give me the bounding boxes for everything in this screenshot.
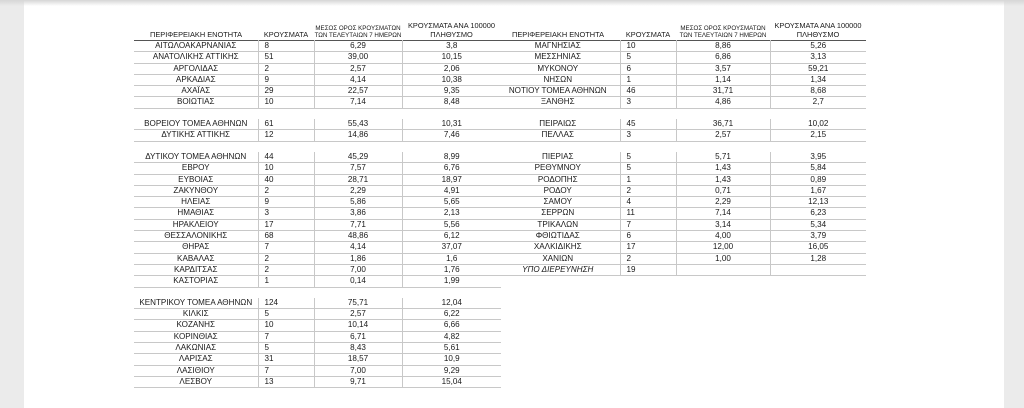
cases-cell: 4 [620,197,676,208]
cases-cell: 5 [620,163,676,174]
avg7-cell: 9,71 [314,376,402,387]
avg7-cell: 48,86 [314,231,402,242]
avg7-cell: 3,86 [314,208,402,219]
per100k-cell: 6,22 [402,309,501,320]
table-row [496,174,866,185]
cases-cell: 12 [258,130,314,141]
region-cell: ΒΟΡΕΙΟΥ ΤΟΜΕΑ ΑΘΗΝΩΝ [134,119,258,130]
region-cell: ΚΟΖΑΝΗΣ [134,320,258,331]
avg7-cell: 1,14 [676,74,770,85]
table-row [496,52,866,63]
table-row [134,174,501,185]
cases-cell: 9 [258,74,314,85]
table-row [496,97,866,108]
avg7-cell [314,287,402,298]
region-cell: ΣΕΡΡΩΝ [496,208,620,219]
table-header-row [496,7,866,41]
avg7-cell: 18,57 [314,354,402,365]
cases-cell: 1 [620,174,676,185]
cases-cell: 1 [620,74,676,85]
cases-table-right [496,7,866,276]
per100k-cell: 10,02 [770,119,866,130]
spacer-row [134,141,501,152]
header-avg7: ΜΕΣΟΣ ΟΡΟΣ ΚΡΟΥΣΜΑΤΩΝ ΤΩΝ ΤΕΛΕΥΤΑΙΩΝ 7 ΗΜΕΡΩΝ [679,24,767,39]
table-row [134,52,501,63]
region-cell: ΔΥΤΙΚΟΥ ΤΟΜΕΑ ΑΘΗΝΩΝ [134,152,258,163]
table-row [134,343,501,354]
region-cell: ΣΑΜΟΥ [496,197,620,208]
per100k-cell: 10,38 [402,74,501,85]
per100k-cell: 12,13 [770,197,866,208]
cases-cell: 5 [620,152,676,163]
cases-cell [258,108,314,119]
per100k-cell: 3,95 [770,152,866,163]
per100k-cell: 3,13 [770,52,866,63]
table-row [134,41,501,52]
avg7-cell: 1,43 [676,163,770,174]
region-cell [496,141,620,152]
avg7-cell: 6,71 [314,331,402,342]
per100k-cell: 59,21 [770,63,866,74]
per100k-cell: 5,34 [770,219,866,230]
table-row [134,208,501,219]
per100k-cell: 16,05 [770,242,866,253]
region-cell: ΠΙΕΡΙΑΣ [496,152,620,163]
per100k-cell: 9,35 [402,86,501,97]
per100k-cell [402,287,501,298]
per100k-cell [770,264,866,275]
avg7-cell: 7,00 [314,264,402,275]
region-cell: ΦΘΙΩΤΙΔΑΣ [496,231,620,242]
avg7-cell: 22,57 [314,86,402,97]
header-cases: ΚΡΟΥΣΜΑΤΑ [625,29,671,39]
per100k-cell: 6,66 [402,320,501,331]
per100k-cell: 18,97 [402,174,501,185]
cases-cell: 5 [258,309,314,320]
region-cell: ΚΑΣΤΟΡΙΑΣ [134,276,258,287]
per100k-cell: 5,84 [770,163,866,174]
region-cell: ΡΟΔΟΥ [496,185,620,196]
per100k-cell: 5,26 [770,41,866,52]
cases-cell: 40 [258,174,314,185]
table-header-row [134,7,501,41]
table-row [134,376,501,387]
region-cell: ΥΠΟ ΔΙΕΡΕΥΝΗΣΗ [496,264,620,275]
per100k-cell: 10,31 [402,119,501,130]
table-row [496,231,866,242]
cases-cell: 6 [620,63,676,74]
region-cell: ΗΜΑΘΙΑΣ [134,208,258,219]
avg7-cell: 31,71 [676,86,770,97]
region-cell: ΑΧΑΪΑΣ [134,86,258,97]
avg7-cell: 4,86 [676,97,770,108]
cases-cell: 19 [620,264,676,275]
table-row [134,74,501,85]
cases-cell [620,108,676,119]
avg7-cell: 7,14 [314,97,402,108]
table-row [134,130,501,141]
per100k-cell: 5,61 [402,343,501,354]
per100k-cell: 8,48 [402,97,501,108]
cases-cell: 10 [620,41,676,52]
avg7-cell [676,108,770,119]
per100k-cell: 6,76 [402,163,501,174]
region-cell: ΛΑΣΙΘΙΟΥ [134,365,258,376]
avg7-cell: 0,14 [314,276,402,287]
table-row [134,253,501,264]
cases-cell: 31 [258,354,314,365]
region-cell: ΖΑΚΥΝΘΟΥ [134,185,258,196]
per100k-cell: 4,82 [402,331,501,342]
spacer-row [496,141,866,152]
avg7-cell: 4,00 [676,231,770,242]
table-body-right [496,41,866,276]
avg7-cell: 1,00 [676,253,770,264]
avg7-cell: 28,71 [314,174,402,185]
cases-cell: 3 [620,97,676,108]
region-cell: ΞΑΝΘΗΣ [496,97,620,108]
avg7-cell: 5,71 [676,152,770,163]
table-row [134,63,501,74]
per100k-cell: 1,99 [402,276,501,287]
cases-cell: 2 [258,253,314,264]
table-row [134,320,501,331]
region-cell: ΑΙΤΩΛΟΑΚΑΡΝΑΝΙΑΣ [134,41,258,52]
page-edge-shadow [0,0,1024,6]
avg7-cell: 2,57 [314,309,402,320]
table-row [496,242,866,253]
per100k-cell: 9,29 [402,365,501,376]
per100k-cell: 1,67 [770,185,866,196]
avg7-cell: 14,86 [314,130,402,141]
per100k-cell: 1,34 [770,74,866,85]
region-cell: ΘΗΡΑΣ [134,242,258,253]
spacer-row [496,108,866,119]
per100k-cell [770,108,866,119]
avg7-cell: 10,14 [314,320,402,331]
per100k-cell: 8,68 [770,86,866,97]
header-avg7: ΜΕΣΟΣ ΟΡΟΣ ΚΡΟΥΣΜΑΤΩΝ ΤΩΝ ΤΕΛΕΥΤΑΙΩΝ 7 ΗΜΕΡΩΝ [314,24,402,39]
region-cell: ΧΑΝΙΩΝ [496,253,620,264]
region-cell: ΕΥΒΟΙΑΣ [134,174,258,185]
region-cell: ΝΟΤΙΟΥ ΤΟΜΕΑ ΑΘΗΝΩΝ [496,86,620,97]
avg7-cell: 3,57 [676,63,770,74]
table-row [134,298,501,309]
region-cell: ΜΕΣΣΗΝΙΑΣ [496,52,620,63]
region-cell: ΚΑΡΔΙΤΣΑΣ [134,264,258,275]
spacer-row [134,287,501,298]
cases-cell: 2 [258,63,314,74]
region-cell: ΛΑΚΩΝΙΑΣ [134,343,258,354]
table-row [134,97,501,108]
region-cell: ΡΟΔΟΠΗΣ [496,174,620,185]
table-row [496,74,866,85]
table-row [496,264,866,275]
region-cell: ΚΕΝΤΡΙΚΟΥ ΤΟΜΕΑ ΑΘΗΝΩΝ [134,298,258,309]
cases-cell [258,287,314,298]
cases-cell [620,141,676,152]
per100k-cell: 5,65 [402,197,501,208]
table-row [496,152,866,163]
region-cell: ΒΟΙΩΤΙΑΣ [134,97,258,108]
per100k-cell: 37,07 [402,242,501,253]
cases-cell: 5 [258,343,314,354]
table-row [496,41,866,52]
per100k-cell: 0,89 [770,174,866,185]
cases-cell: 68 [258,231,314,242]
region-cell [496,108,620,119]
cases-cell: 7 [258,331,314,342]
avg7-cell: 3,14 [676,219,770,230]
cases-cell: 3 [620,130,676,141]
region-cell: ΠΕΛΛΑΣ [496,130,620,141]
table-row [134,309,501,320]
header-per100k: ΚΡΟΥΣΜΑΤΑ ΑΝΑ 100000 ΠΛΗΘΥΣΜΟ [774,21,862,39]
cases-cell: 10 [258,163,314,174]
per100k-cell: 1,28 [770,253,866,264]
avg7-cell: 8,43 [314,343,402,354]
avg7-cell: 45,29 [314,152,402,163]
avg7-cell: 1,43 [676,174,770,185]
cases-cell: 10 [258,97,314,108]
avg7-cell: 55,43 [314,119,402,130]
cases-cell: 29 [258,86,314,97]
avg7-cell: 12,00 [676,242,770,253]
cases-cell: 13 [258,376,314,387]
table-row [134,152,501,163]
avg7-cell: 7,14 [676,208,770,219]
table-row [496,130,866,141]
avg7-cell: 7,71 [314,219,402,230]
table-row [134,86,501,97]
avg7-cell: 7,00 [314,365,402,376]
per100k-cell: 10,9 [402,354,501,365]
per100k-cell: 7,46 [402,130,501,141]
region-cell: ΛΑΡΙΣΑΣ [134,354,258,365]
per100k-cell: 12,04 [402,298,501,309]
region-cell: ΚΟΡΙΝΘΙΑΣ [134,331,258,342]
region-cell: ΑΡΚΑΔΙΑΣ [134,74,258,85]
cases-cell: 17 [258,219,314,230]
region-cell [134,287,258,298]
region-cell: ΘΕΣΣΑΛΟΝΙΚΗΣ [134,231,258,242]
cases-cell: 1 [258,276,314,287]
avg7-cell: 1,86 [314,253,402,264]
avg7-cell: 6,86 [676,52,770,63]
cases-cell: 9 [258,197,314,208]
cases-cell: 17 [620,242,676,253]
table-row [496,185,866,196]
table-row [134,365,501,376]
table-row [134,331,501,342]
avg7-cell: 5,86 [314,197,402,208]
cases-cell [258,141,314,152]
avg7-cell: 6,29 [314,41,402,52]
per100k-cell: 2,13 [402,208,501,219]
per100k-cell: 2,7 [770,97,866,108]
region-cell: ΤΡΙΚΑΛΩΝ [496,219,620,230]
per100k-cell: 6,23 [770,208,866,219]
per100k-cell: 4,91 [402,185,501,196]
cases-cell: 7 [258,242,314,253]
table-row [496,219,866,230]
region-cell: ΗΛΕΙΑΣ [134,197,258,208]
cases-cell: 10 [258,320,314,331]
region-cell [134,141,258,152]
table-row [134,197,501,208]
cases-cell: 2 [258,185,314,196]
per100k-cell [770,141,866,152]
table-row [496,197,866,208]
table-row [134,219,501,230]
cases-cell: 45 [620,119,676,130]
cases-cell: 8 [258,41,314,52]
table-row [134,242,501,253]
table-row [496,86,866,97]
per100k-cell [402,141,501,152]
table-body-left [134,41,501,388]
avg7-cell: 39,00 [314,52,402,63]
per100k-cell: 1,76 [402,264,501,275]
avg7-cell: 2,57 [676,130,770,141]
region-cell: ΑΡΓΟΛΙΔΑΣ [134,63,258,74]
region-cell: ΝΗΣΩΝ [496,74,620,85]
per100k-cell: 15,04 [402,376,501,387]
table-row [134,231,501,242]
table-row [134,119,501,130]
region-cell: ΑΝΑΤΟΛΙΚΗΣ ΑΤΤΙΚΗΣ [134,52,258,63]
region-cell: ΚΙΛΚΙΣ [134,309,258,320]
cases-cell: 6 [620,231,676,242]
header-cases: ΚΡΟΥΣΜΑΤΑ [263,29,309,39]
region-cell: ΔΥΤΙΚΗΣ ΑΤΤΙΚΗΣ [134,130,258,141]
table-row [134,185,501,196]
table-row [496,119,866,130]
table-row [134,354,501,365]
per100k-cell: 5,56 [402,219,501,230]
region-cell: ΗΡΑΚΛΕΙΟΥ [134,219,258,230]
cases-cell: 2 [620,253,676,264]
table-row [134,264,501,275]
cases-cell: 5 [620,52,676,63]
cases-cell: 3 [258,208,314,219]
avg7-cell [314,108,402,119]
per100k-cell: 8,99 [402,152,501,163]
per100k-cell: 1,6 [402,253,501,264]
cases-cell: 2 [620,185,676,196]
cases-cell: 51 [258,52,314,63]
header-region: ΠΕΡΙΦΕΡΕΙΑΚΗ ΕΝΟΤΗΤΑ [512,29,604,39]
table-row [496,63,866,74]
avg7-cell: 4,14 [314,242,402,253]
cases-table-left [134,7,501,388]
region-cell: ΕΒΡΟΥ [134,163,258,174]
per100k-cell: 3,8 [402,41,501,52]
cases-cell: 7 [258,365,314,376]
cases-cell: 7 [620,219,676,230]
region-cell: ΚΑΒΑΛΑΣ [134,253,258,264]
cases-cell: 61 [258,119,314,130]
avg7-cell: 7,57 [314,163,402,174]
avg7-cell: 75,71 [314,298,402,309]
avg7-cell [314,141,402,152]
region-cell [134,108,258,119]
region-cell: ΜΑΓΝΗΣΙΑΣ [496,41,620,52]
cases-cell: 124 [258,298,314,309]
region-cell: ΡΕΘΥΜΝΟΥ [496,163,620,174]
spacer-row [134,108,501,119]
per100k-cell: 2,06 [402,63,501,74]
header-per100k: ΚΡΟΥΣΜΑΤΑ ΑΝΑ 100000 ΠΛΗΘΥΣΜΟ [407,21,496,39]
per100k-cell: 10,15 [402,52,501,63]
region-cell: ΛΕΣΒΟΥ [134,376,258,387]
per100k-cell: 3,79 [770,231,866,242]
avg7-cell: 8,86 [676,41,770,52]
cases-cell: 44 [258,152,314,163]
cases-cell: 46 [620,86,676,97]
cases-cell: 11 [620,208,676,219]
region-cell: ΜΥΚΟΝΟΥ [496,63,620,74]
table-row [134,163,501,174]
table-row [134,276,501,287]
avg7-cell: 0,71 [676,185,770,196]
cases-cell: 2 [258,264,314,275]
per100k-cell: 2,15 [770,130,866,141]
header-region: ΠΕΡΙΦΕΡΕΙΑΚΗ ΕΝΟΤΗΤΑ [150,29,242,39]
per100k-cell: 6,12 [402,231,501,242]
table-row [496,253,866,264]
table-row [496,208,866,219]
avg7-cell [676,264,770,275]
region-cell: ΧΑΛΚΙΔΙΚΗΣ [496,242,620,253]
avg7-cell: 2,57 [314,63,402,74]
table-row [496,163,866,174]
avg7-cell: 2,29 [676,197,770,208]
avg7-cell: 4,14 [314,74,402,85]
region-cell: ΠΕΙΡΑΙΩΣ [496,119,620,130]
per100k-cell [402,108,501,119]
avg7-cell: 2,29 [314,185,402,196]
avg7-cell: 36,71 [676,119,770,130]
avg7-cell [676,141,770,152]
